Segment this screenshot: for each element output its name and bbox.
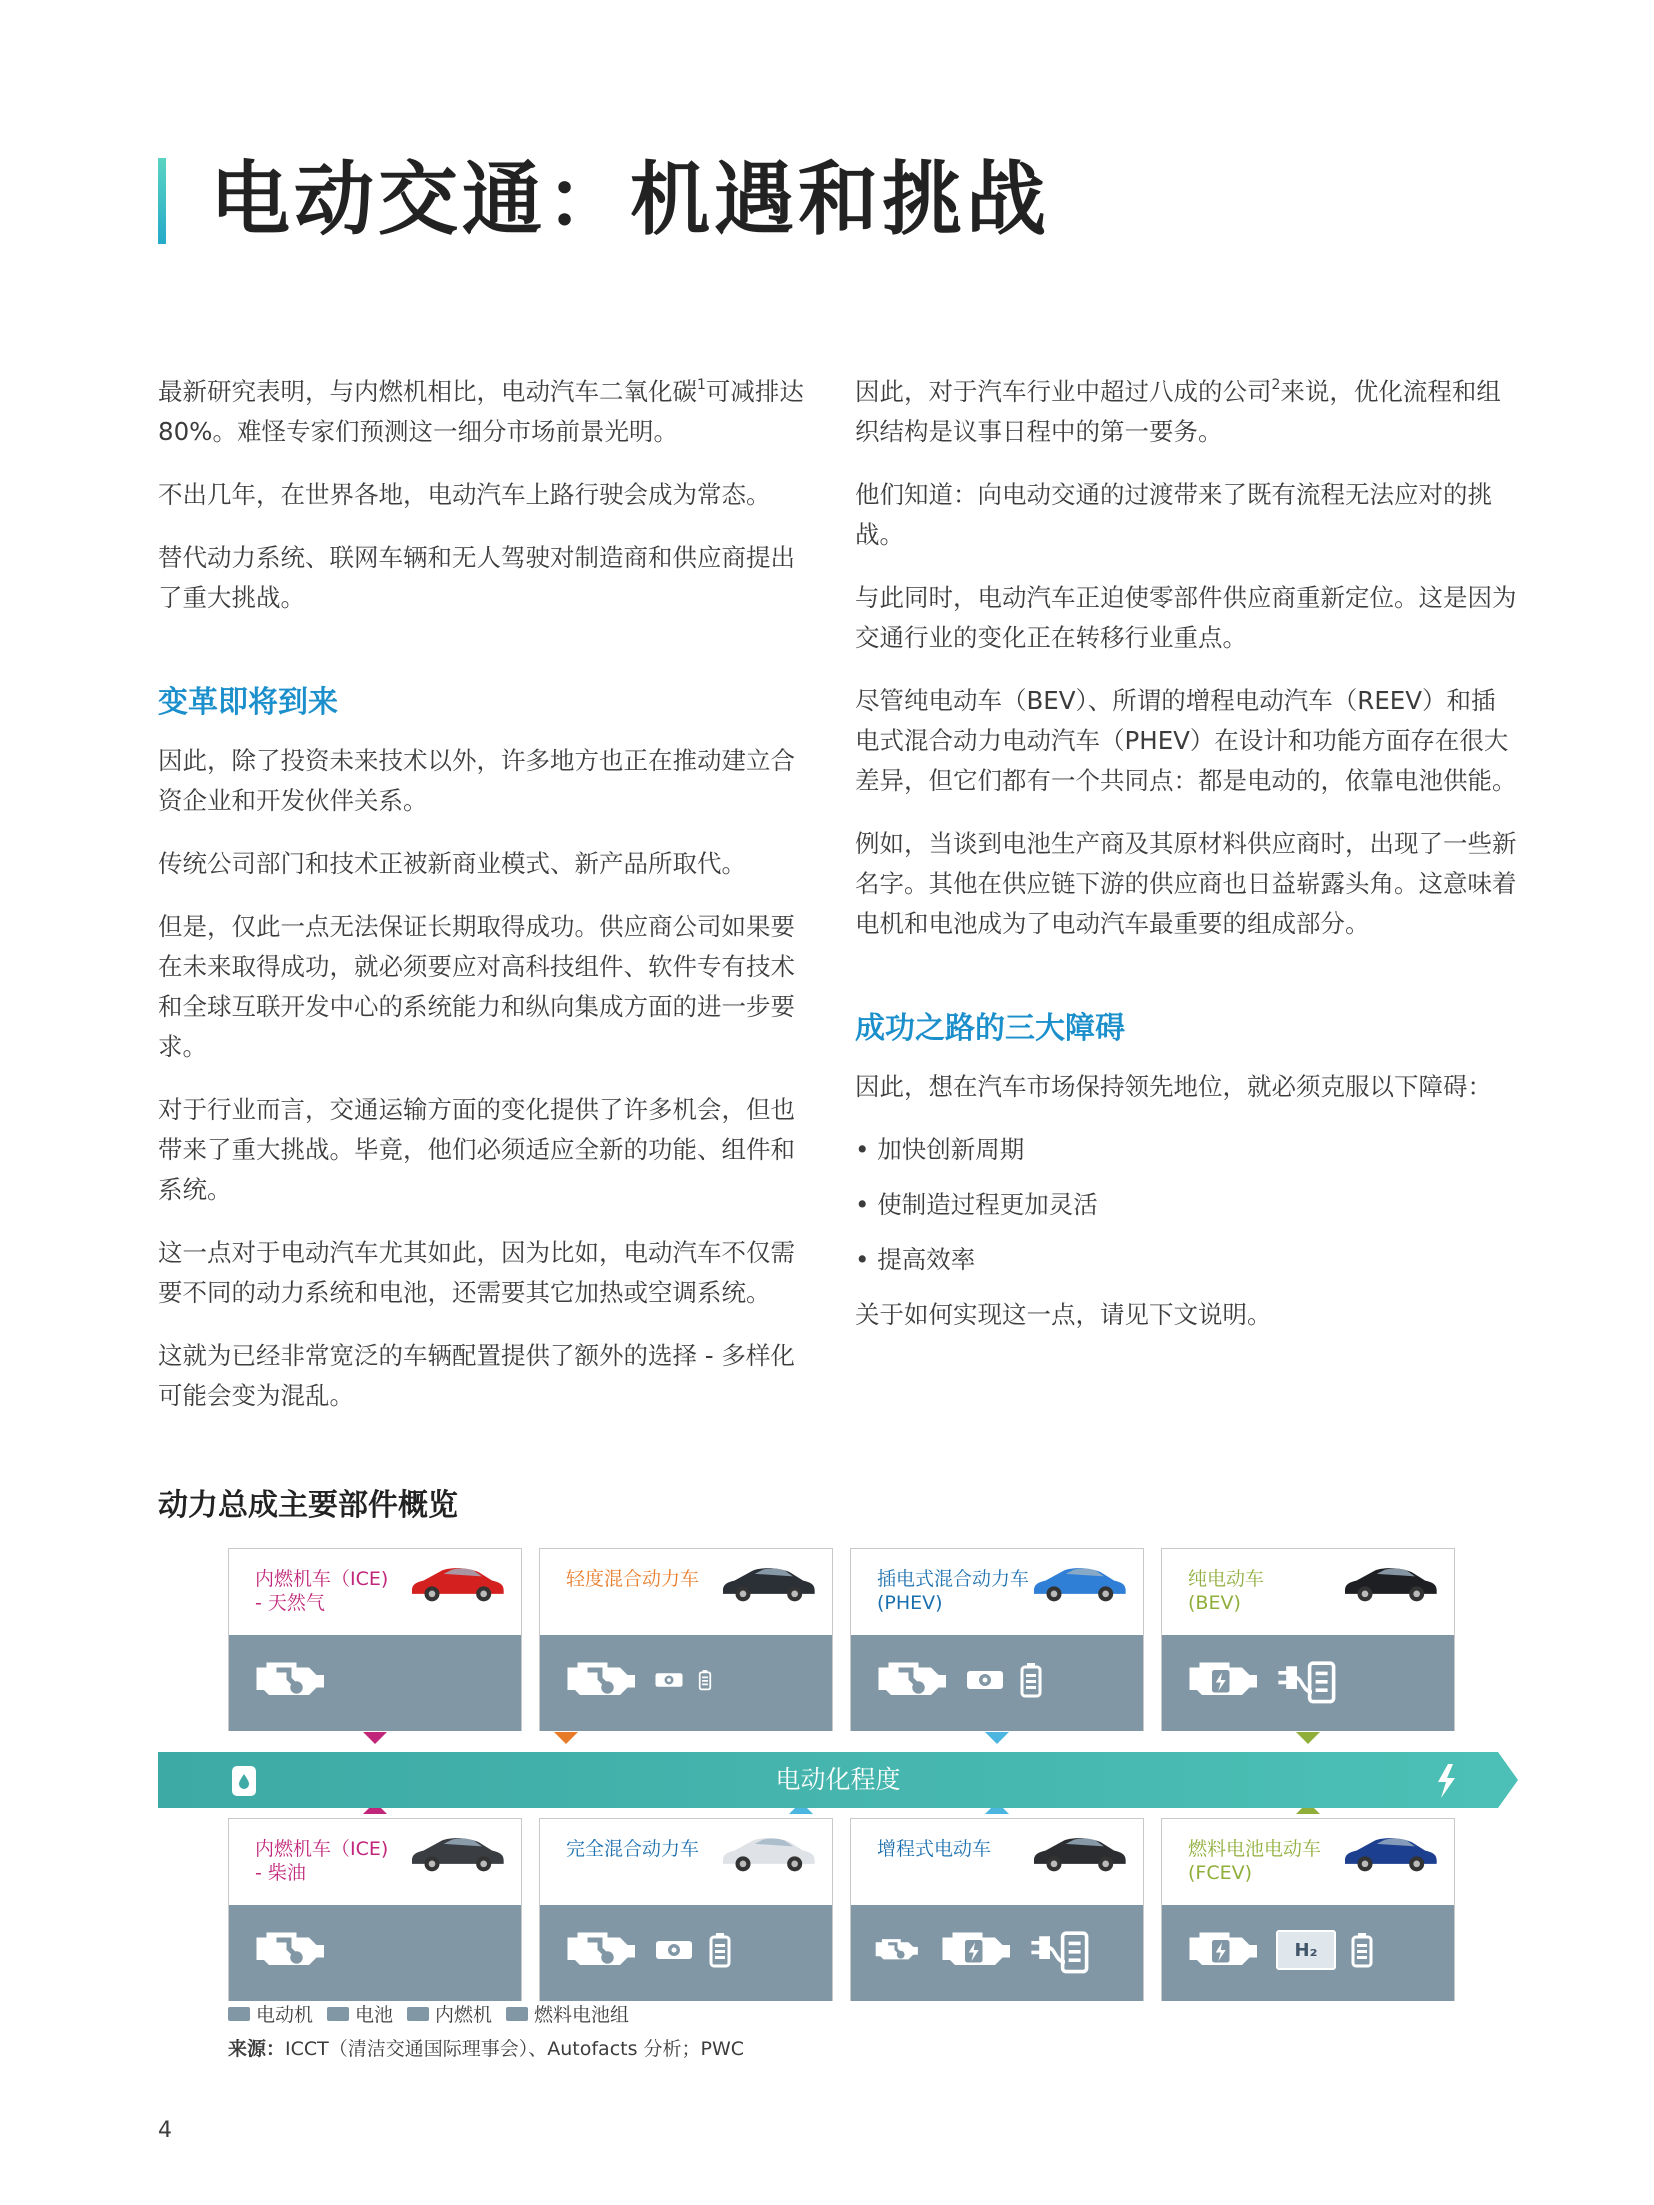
electric-motor-icon [1182,1925,1262,1975]
fuel-cell-car-icon [1340,1831,1440,1875]
combustion-engine-icon [560,1925,640,1975]
paragraph: 对于行业而言，交通运输方面的变化提供了许多机会，但也带来了重大挑战。毕竟，他们必须适应全新的功能、组件和系统。 [158,1095,795,1204]
card-reev [850,1818,1144,2001]
diagram-title: 动力总成主要部件概览 [158,1488,458,1523]
hybrid-car-icon [718,1831,818,1875]
card-label: 完全混合动力车 [566,1838,700,1860]
motor-swatch-icon [228,2007,250,2021]
diagram-legend [228,2000,629,2027]
sports-car-icon [407,1561,507,1605]
legend-item: 电池 [327,2000,393,2027]
paragraph: 这就为已经非常宽泛的车辆配置提供了额外的选择 - 多样化可能会变为混乱。 [158,1341,795,1410]
component-band [540,1635,832,1731]
card-full-hybrid [539,1818,833,2001]
right-column [855,372,1519,1358]
component-band [851,1635,1143,1731]
paragraph: 因此，除了投资未来技术以外，许多地方也正在推动建立合资企业和开发伙伴关系。 [158,746,795,815]
bullet-list [855,1130,1519,1280]
paragraph: 因此，对于汽车行业中超过八成的公司$^2$来说，优化流程和组织结构是议事日程中的第一要务。 [855,377,1501,446]
component-band [229,1635,521,1731]
list-item: • 加快创新周期 [855,1135,1025,1164]
card-phev [850,1548,1144,1731]
card-fcev [1161,1818,1455,2001]
card-label: 内燃机车（ICE) - 柴油 [255,1838,389,1884]
battery-icon [708,1932,732,1968]
component-band [851,1905,1143,2001]
left-column [158,372,818,1439]
motor-icon [965,1665,1005,1695]
plug-battery-icon [1029,1926,1089,1974]
card-label: 纯电动车 (BEV) [1188,1568,1265,1614]
card-mild-hybrid [539,1548,833,1731]
battery-icon [1019,1662,1043,1698]
battery-swatch-icon [327,2007,349,2021]
plug-battery-icon [1276,1656,1336,1704]
section-heading: 成功之路的三大障碍 [855,1011,1125,1046]
electric-motor-icon [1182,1655,1262,1705]
electrification-arrow [158,1752,1518,1808]
fuel-cell-stack-icon: H₂ [1276,1930,1336,1970]
footnote-ref: 2 [1271,377,1281,393]
arrow-label: 电动化程度 [775,1765,901,1794]
paragraph: 这一点对于电动汽车尤其如此，因为比如，电动汽车不仅需要不同的动力系统和电池，还需要其它加热或空调系统。 [158,1238,795,1307]
paragraph: 尽管纯电动车（BEV）、所谓的增程电动汽车（REEV）和插电式混合动力电动汽车（PHEV）在设计和功能方面存在很大差异，但它们都有一个共同点：都是电动的，依靠电池供能。 [855,686,1517,795]
fuel-cell-swatch-icon [506,2007,528,2021]
card-label: 燃料电池电动车 (FCEV) [1188,1838,1322,1884]
paragraph: 因此，想在汽车市场保持领先地位，就必须克服以下障碍： [855,1072,1492,1101]
combustion-engine-icon [560,1655,640,1705]
paragraph: 最新研究表明，与内燃机相比，电动汽车二氧化碳$^1$可减排达 80%。难怪专家们预测这一细分市场前景光明。 [158,377,804,446]
battery-icon [698,1669,712,1691]
paragraph: 与此同时，电动汽车正迫使零部件供应商重新定位。这是因为交通行业的变化正在转移行业重点。 [855,583,1517,652]
card-label: 内燃机车（ICE) - 天然气 [255,1568,389,1614]
compact-ev-icon [1029,1831,1129,1875]
combustion-engine-icon [871,1655,951,1705]
marker-bev [1296,1732,1320,1744]
list-item: • 使制造过程更加灵活 [855,1190,1098,1219]
electric-sedan-icon [1340,1561,1440,1605]
legend-item: 燃料电池组 [506,2000,629,2027]
paragraph: 替代动力系统、联网车辆和无人驾驶对制造商和供应商提出了重大挑战。 [158,543,795,612]
marker-ice-gas [363,1732,387,1744]
paragraph: 不出几年，在世界各地，电动汽车上路行驶会成为常态。 [158,480,771,509]
combustion-engine-icon [249,1925,329,1975]
combustion-engine-icon [249,1655,329,1705]
paragraph: 但是，仅此一点无法保证长期取得成功。供应商公司如果要在未来取得成功，就必须要应对高科技组件、软件专有技术和全球互联开发中心的系统能力和纵向集成方面的进一步要求。 [158,912,795,1061]
component-band [229,1905,521,2001]
page-number: 4 [158,2118,172,2143]
wagon-icon [407,1831,507,1875]
source-note: 来源：ICCT（清洁交通国际理事会）、Autofacts 分析；PWC [228,2038,745,2060]
paragraph: 传统公司部门和技术正被新商业模式、新产品所取代。 [158,849,746,878]
footnote-ref: 1 [697,377,706,393]
card-bev [1161,1548,1455,1731]
legend-item: 内燃机 [407,2000,492,2027]
motor-icon [654,1668,684,1692]
card-ice-natural-gas [228,1548,522,1731]
title-accent-bar [158,158,166,244]
combustion-engine-icon [871,1934,921,1966]
section-heading: 变革即将到来 [158,685,338,720]
marker-phev [985,1732,1009,1744]
component-band [540,1905,832,2001]
sedan-icon [718,1561,818,1605]
battery-icon [1350,1932,1374,1968]
hatchback-icon [1029,1561,1129,1605]
electric-motor-icon [935,1925,1015,1975]
card-label: 增程式电动车 [877,1838,992,1860]
paragraph: 他们知道：向电动交通的过渡带来了既有流程无法应对的挑战。 [855,480,1492,549]
marker-mild-hybrid [554,1732,578,1744]
card-label: 轻度混合动力车 [566,1568,700,1590]
page-title: 电动交通：机遇和挑战 [210,153,1050,246]
paragraph: 例如，当谈到电池生产商及其原材料供应商时，出现了一些新名字。其他在供应链下游的供应商也日益崭露头角。这意味着电机和电池成为了电动汽车最重要的组成部分。 [855,829,1517,938]
card-ice-diesel [228,1818,522,2001]
card-label: 插电式混合动力车 (PHEV) [877,1568,1030,1614]
legend-item: 电动机 [228,2000,313,2027]
component-band [1162,1635,1454,1731]
engine-swatch-icon [407,2007,429,2021]
paragraph: 关于如何实现这一点，请见下文说明。 [855,1300,1272,1329]
motor-icon [654,1935,694,1965]
component-band [1162,1905,1454,2001]
list-item: • 提高效率 [855,1245,976,1274]
